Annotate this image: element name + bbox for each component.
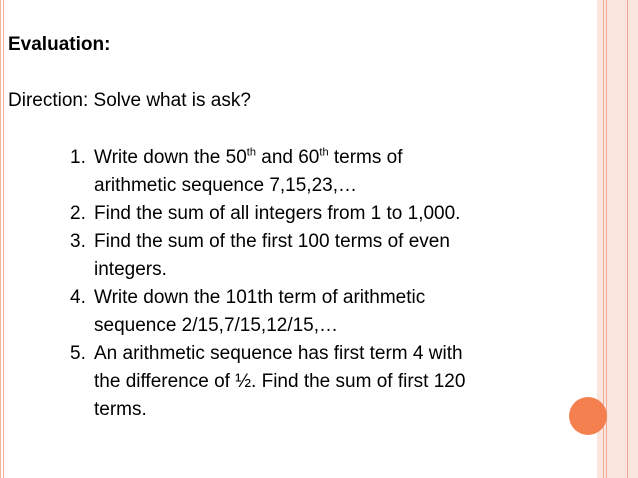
- question-text-line: Find the sum of all integers from 1 to 1,000.: [94, 203, 461, 224]
- strip-line: [606, 0, 607, 478]
- question-text-line: integers.: [94, 259, 167, 280]
- question-number: 4.: [70, 287, 86, 308]
- question-text-line: arithmetic sequence 7,15,23,…: [94, 175, 357, 196]
- accent-circle: [569, 397, 607, 435]
- strip-line: [627, 0, 628, 478]
- question-text-line: Find the sum of the first 100 terms of even: [94, 231, 450, 252]
- question-number: 1.: [70, 147, 86, 168]
- direction-text: Direction: Solve what is ask?: [8, 90, 251, 111]
- question-list: [70, 144, 570, 424]
- left-border-line: [0, 0, 4, 478]
- question-item: [70, 284, 570, 340]
- question-text-line: terms.: [94, 399, 147, 420]
- question-text-line: An arithmetic sequence has first term 4 with: [94, 343, 463, 364]
- superscript: th: [319, 146, 329, 159]
- question-item: [70, 340, 570, 424]
- question-text-line: Write down the 50th and 60th terms of: [94, 146, 403, 168]
- question-text-line: sequence 2/15,7/15,12/15,…: [94, 315, 339, 336]
- superscript: th: [246, 146, 256, 159]
- question-text-line: Write down the 101th term of arithmetic: [94, 287, 426, 308]
- question-item: [70, 200, 570, 228]
- question-number: 3.: [70, 231, 86, 252]
- slide-title: Evaluation:: [8, 34, 111, 55]
- question-text-line: the difference of ½. Find the sum of first 120: [94, 371, 466, 392]
- question-number: 5.: [70, 343, 86, 364]
- question-item: [70, 144, 570, 200]
- question-item: [70, 228, 570, 284]
- question-number: 2.: [70, 203, 86, 224]
